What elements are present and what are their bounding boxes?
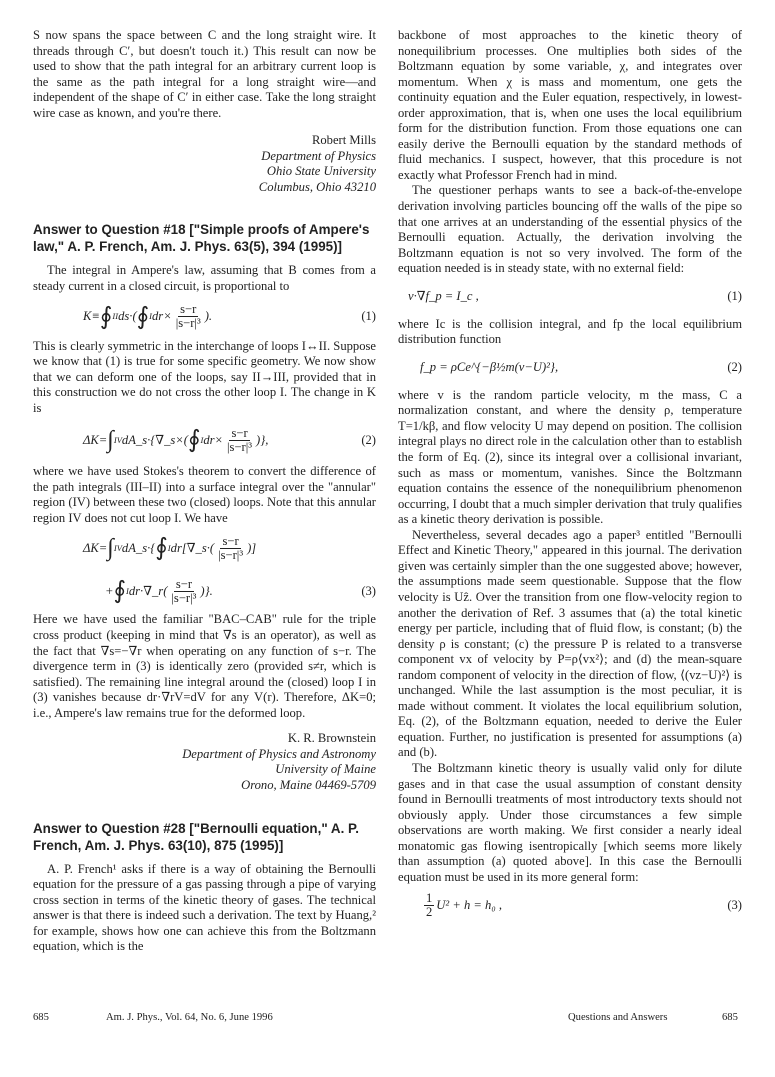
signature-brownstein: [33, 731, 376, 793]
contour-integral-symbol: ∮: [99, 303, 113, 330]
footer-page-number-right: 685: [722, 1012, 738, 1023]
paragraph: where we have used Stokes's theorem to convert the difference of the path integrals (III–II) into a surface integral over the "annular" region (IV) between these two (closed) loops. Note that this annular region IV does not cut loop I. We have: [33, 464, 376, 525]
fraction: $\frac{s-r}{\text{|s−r|³}}$: [175, 302, 201, 331]
author-city: Columbus, Ohio 43210: [258, 179, 376, 194]
contour-integral-symbol: ∮: [136, 303, 150, 330]
left-column: [33, 28, 376, 955]
equation-3b: + ∮ I dr·∇_r( $\frac{s-r}{\text{|s−r|³}}$ )}. (3): [105, 576, 376, 605]
paragraph: where v is the random particle velocity, m the mass, C a normalization constant, and where the density ρ, temperature T=1/kβ, and flow velocity U may depend on position. The collision integral plays no direct role in the calculation other than to establish the form of Eq. (2), since its integral over a collisional invariant, such as mass or momentum, vanishes. Since the Boltzmann equation contains the essence of the nonequilibrium phenomenon occurring, I doubt that a much simpler derivation that truly qualifies as a kinetic theory derivation is possible.: [398, 387, 742, 527]
footer-page-number-left: 685: [33, 1012, 49, 1023]
paragraph: Here we have used the familiar "BAC–CAB" rule for the triple cross product (keeping in mind that ∇s is an operator), as well as the fact that ∇s=−∇r when operating on any function of s−r. The divergence term in (3) is identically zero (provided s≠r, which is satisfied). The remaining line integral around the (closed) loop I in (3) vanishes because dr·∇rV=dV for any V(r). Therefore, ΔK=0; i.e., Ampere's law remains true for the deformed loop.: [33, 612, 376, 720]
equation-r3: $\frac{1}{2}$ U² + h = h₀ , (3): [426, 890, 742, 919]
equation-number: (1): [727, 288, 742, 303]
equation-1: K≡ ∮ II ds·( ∮ I dr× $\frac{s-r}{\text{|s−r|³}}$ ). (1): [83, 302, 376, 331]
paragraph: The integral in Ampere's law, assuming that B comes from a steady current in a closed circuit, is proportional to: [33, 263, 376, 294]
signature-mills: [33, 133, 376, 195]
equation-number: (1): [361, 308, 376, 323]
equation-r1: v·∇f_p = I_c , (1): [408, 288, 742, 303]
right-column: [398, 28, 742, 925]
author-dept: Department of Physics: [261, 148, 376, 163]
paragraph: The Boltzmann kinetic theory is usually valid only for dilute gases and in that case the usual assumption of constant density found in Bernoulli treatments of most introductory texts should not obviously apply. Under those circumstances a few simple observations are worth making. We first consider a nearly ideal monatomic gas flowing isentropically [which seems more likely than assumption (a) quoted above]. In this case the Bernoulli equation must be used in its more general form:: [398, 760, 742, 884]
author-dept: Department of Physics and Astronomy: [182, 746, 376, 761]
paragraph: This is clearly symmetric in the interchange of loops I↔II. Suppose we know that (1) is true for some specific geometry. We now show that we can deform one of the loops, say II→III, provided that in this construction we do not cross the other loop I. The change in K is: [33, 338, 376, 415]
paragraph: backbone of most approaches to the kinetic theory of nonequilibrium processes. One multiplies both sides of the Boltzmann equation by some variable, χ, and integrates over momentum. When χ is mass and momentum, one gets the continuity equation and the Euler equation, respectively, in lowest-order approximation, that is, when one uses the local equilibrium form for the distribution function. From those equations one can easily derive the Bernoulli equation by the standard methods of fluid mechanics. I suspect, however, that this procedure is not exactly what Professor French had in mind.: [398, 28, 742, 182]
author-name: K. R. Brownstein: [287, 731, 376, 746]
equation-r2: f_p = ρCe^{−β½m(v−U)²}, (2): [420, 360, 742, 375]
equation-number: (3): [361, 583, 376, 598]
fraction: $\frac{1}{2}$: [426, 890, 433, 919]
section-heading-q18: Answer to Question #18 ["Simple proofs of Ampere's law," A. P. French, Am. J. Phys. 63(5), 394 (1995)]: [33, 222, 370, 255]
fraction: $\frac{s-r}{\text{|s−r|³}}$: [218, 533, 244, 562]
paragraph: The questioner perhaps wants to see a back-of-the-envelope derivation involving particles bouncing off the walls of the pipe so that one arrives at an understanding of the essential physics of the Bernoulli equation. Actually, the derivation involving the Boltzmann equation is not so very involved. The form of the equation needed is in steady state, with no external field:: [398, 183, 742, 276]
equation-number: (2): [727, 360, 742, 375]
contour-integral-symbol: ∮: [187, 427, 201, 454]
equation-number: (2): [361, 432, 376, 447]
footer-journal: Am. J. Phys., Vol. 64, No. 6, June 1996: [106, 1012, 273, 1023]
paragraph: Nevertheless, several decades ago a paper³ entitled "Bernoulli Effect and Kinetic Theory," appeared in this journal. The derivation given was certainly simpler than the one suggested above; however, the assumptions made seem questionable. Suppose that the flow velocity is Uẑ. Over the transition from one flow-velocity region to another the derivation of Ref. 3 assumes that (a) the total kinetic energy per particle, including that of fluid flow, is constant; (b) the density ρ is constant; (c) the pressure P is related to a transverse component vx of velocity by P=ρ⟨vx²⟩; and (d) the mean-square random component of velocity in the direction of flow, ⟨(vz−U)²⟩ is unchanged. While the last assumption is the most peculiar, it is made without comment. It violates the local equilibrium solution, Eq. (2), of the Boltzmann equation, needed to derive the Euler equation. Further, no justification is presented for assumptions (a) and (b).: [398, 527, 742, 760]
integral-symbol: ∫: [107, 535, 114, 562]
footer-section: Questions and Answers: [568, 1012, 668, 1023]
author-city: Orono, Maine 04469-5709: [241, 777, 376, 792]
paragraph: A. P. French¹ asks if there is a way of obtaining the Bernoulli equation for the pressure of a gas passing through a pipe of varying cross section in terms of the kinetic theory of gases. The technical answer is that there is indeed such a derivation. The text by Huang,² for example, shows how one can achieve this from the Boltzmann equation, which is the: [33, 861, 376, 954]
contour-integral-symbol: ∮: [155, 535, 168, 562]
equation-number: (3): [727, 897, 742, 912]
author-inst: Ohio State University: [266, 164, 376, 179]
equation-3a: ΔK= ∫ IV dA_s·{ ∮ I dr[∇_s·( $\frac{s-r}{\text{|s−r|³}}$ )]: [83, 533, 257, 562]
paragraph: where Ic is the collision integral, and fp the local equilibrium distribution function: [398, 316, 742, 347]
contour-integral-symbol: ∮: [113, 578, 127, 605]
author-name: Robert Mills: [311, 133, 376, 148]
equation-2: ΔK= ∫ IV dA_s·{∇_s×( ∮ I dr× $\frac{s-r}{\text{|s−r|³}}$ )}, (2): [83, 425, 376, 454]
paragraph: S now spans the space between C and the long straight wire. It threads through C′, but doesn't touch it.) This result can now be used to show that the path integral for an arbitrary current loop is the same as the path integral for a long straight wire—and independent of the shape of C′ in either case. Take the long straight wire case as known, and you're there.: [33, 28, 376, 120]
fraction: $\frac{s-r}{\text{|s−r|³}}$: [227, 425, 253, 454]
section-heading-q28: Answer to Question #28 ["Bernoulli equation," A. P. French, Am. J. Phys. 63(10), 875 (1995)]: [33, 820, 359, 853]
fraction: $\frac{s-r}{\text{|s−r|³}}$: [171, 576, 197, 605]
author-inst: University of Maine: [275, 762, 376, 777]
integral-symbol: ∫: [107, 427, 114, 454]
